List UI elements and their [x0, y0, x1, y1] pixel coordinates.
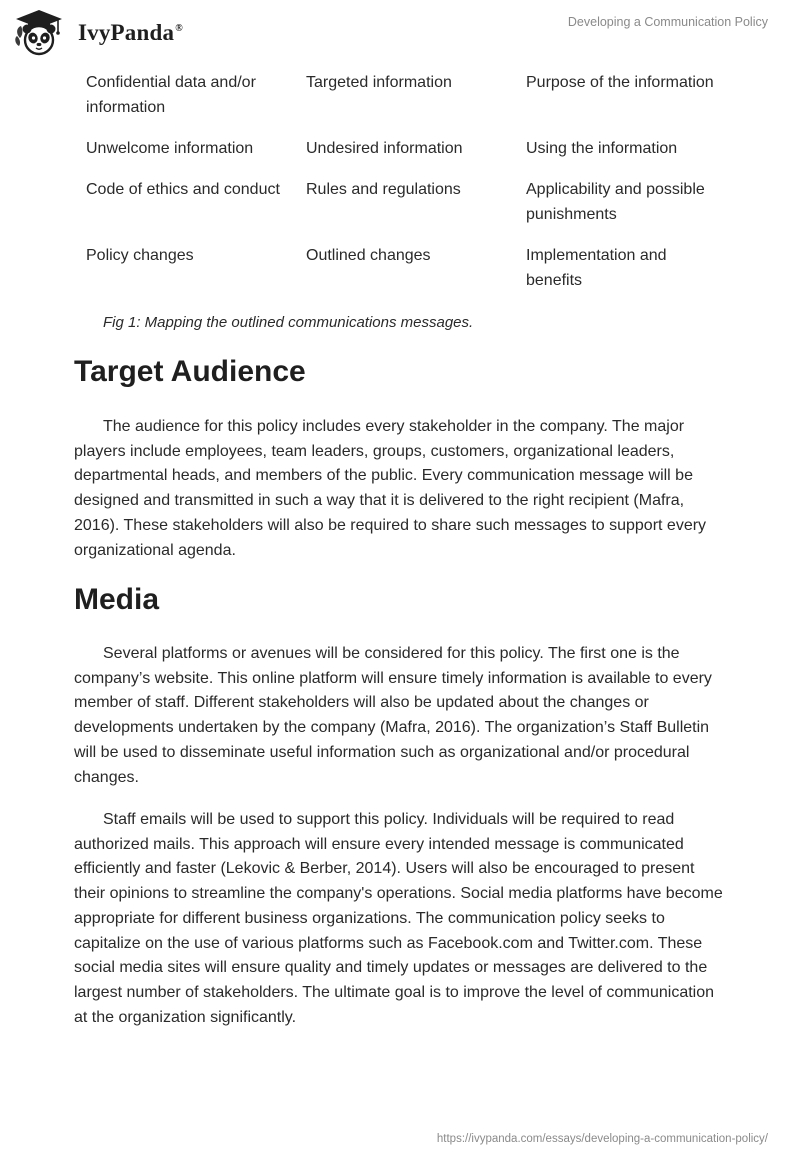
ivypanda-logo[interactable] [14, 8, 214, 56]
table-cell: Purpose of the information [526, 74, 714, 91]
paragraph-media-1: Several platforms or avenues will be considered for this policy. The first one is the company’s website. This online platform will ensure timely information is available to every member of staff. Different stakeholders will also be updated about the changes or developments undertaken by the company (Mafra, 2016). The organization’s Staff Bulletin will be used to disseminate useful information such as organizational and/or procedural changes. [74, 645, 712, 786]
paragraph-media-2: Staff emails will be used to support this policy. Individuals will be required to read authorized mails. This approach will ensure every intended message is communicated efficiently and faster (Lekovic & Berber, 2014). Users will also be encouraged to present their opinions to streamline the company's operations. Social media platforms have become appropriate for different business organizations. The communication policy seeks to capitalize on the use of various platforms such as Facebook.com and Twitter.com. These social media sites will ensure quality and timely updates or messages are delivered to the largest number of stakeholders. The ultimate goal is to improve the level of communication at the organization significantly. [74, 811, 723, 1026]
section-heading-media: Media [74, 583, 160, 616]
paragraph-target-audience: The audience for this policy includes every stakeholder in the company. The major players include employees, team leaders, groups, customers, organizational leaders, departmental heads, and members of the public. Every communication message will be designed and transmitted in such a way that it is delivered to the right recipient (Mafra, 2016). These stakeholders will also be required to share such messages to support every organizational agenda. [74, 418, 707, 559]
table-cell: Applicability and possible punishments [526, 181, 705, 223]
table-row [74, 243, 734, 309]
page-header [0, 0, 800, 60]
table-row [74, 136, 734, 177]
table-cell: Using the information [526, 140, 678, 157]
table-cell: Undesired information [306, 140, 463, 157]
table-cell: Unwelcome information [86, 140, 254, 157]
source-url[interactable]: https://ivypanda.com/essays/developing-a-communication-policy/ [436, 1133, 768, 1145]
table-cell: Policy changes [86, 247, 194, 264]
logo-wordmark [78, 20, 183, 46]
table-cell: Outlined changes [306, 247, 431, 264]
figure-caption: Fig 1: Mapping the outlined communications messages. [103, 314, 474, 331]
table-cell: Code of ethics and conduct [86, 181, 280, 198]
table-cell: Implementation and benefits [526, 247, 667, 289]
panda-graduate-icon [14, 8, 64, 56]
table-cell: Rules and regulations [306, 181, 461, 198]
logo-text: IvyPanda [78, 20, 175, 45]
communications-mapping-table [74, 70, 734, 309]
table-cell: Confidential data and/or information [86, 74, 256, 116]
table-row [74, 70, 734, 136]
table-row [74, 177, 734, 243]
logo-registered-mark: ® [175, 23, 183, 35]
document-title: Developing a Communication Policy [567, 15, 768, 29]
table-cell: Targeted information [306, 74, 452, 91]
section-heading-target-audience: Target Audience [74, 355, 306, 388]
